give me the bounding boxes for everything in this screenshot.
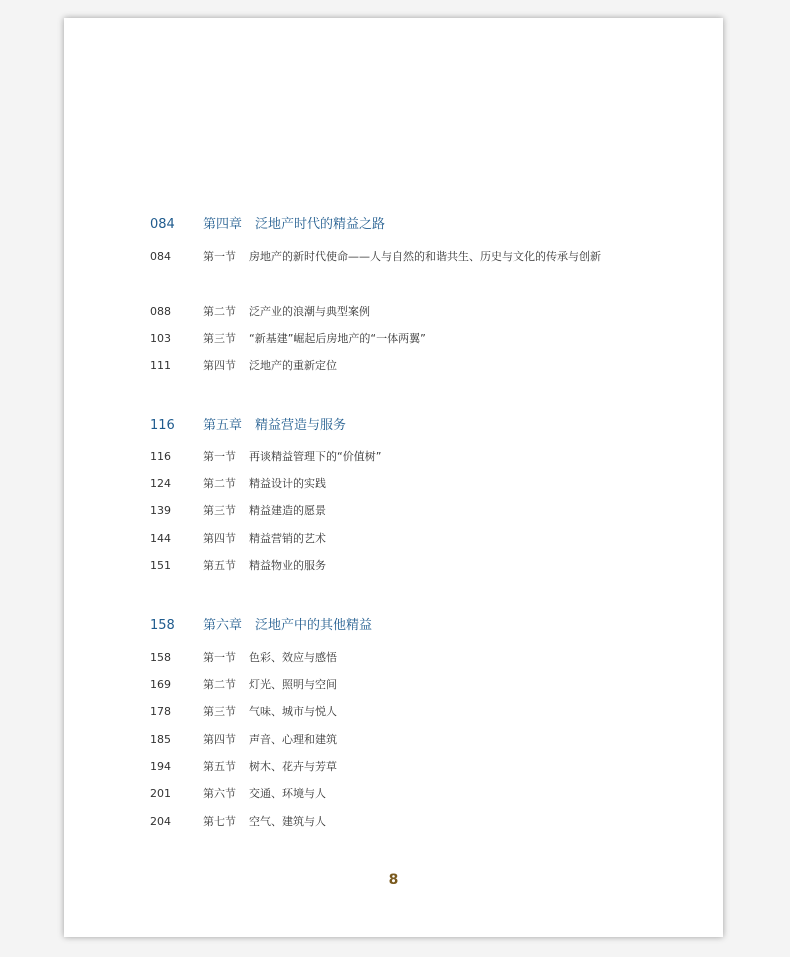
section-title: 交通、环境与人 [249,787,326,800]
section-title: 精益物业的服务 [249,559,326,572]
section-page-number: 158 [150,651,171,664]
section-title: 精益营销的艺术 [249,532,326,545]
section-number: 第三节 [203,504,236,517]
section-page-number: 194 [150,760,171,773]
section-page-number: 201 [150,787,171,800]
section-page-number: 084 [150,250,171,263]
chapter-number: 第六章 [203,618,243,633]
section-title: 再谈精益管理下的“价值树” [249,450,382,463]
book-page [64,18,723,937]
section-number: 第一节 [203,651,236,664]
section-title: 灯光、照明与空间 [249,678,337,691]
section-page-number: 116 [150,450,171,463]
section-number: 第七节 [203,815,236,828]
section-number: 第六节 [203,787,236,800]
section-page-number: 204 [150,815,171,828]
section-number: 第三节 [203,705,236,718]
chapter-number: 第五章 [203,418,243,433]
section-number: 第四节 [203,733,236,746]
section-number: 第四节 [203,359,236,372]
section-page-number: 169 [150,678,171,691]
chapter-page-number: 116 [150,418,175,433]
section-number: 第五节 [203,559,236,572]
section-page-number: 103 [150,332,171,345]
section-page-number: 088 [150,305,171,318]
section-title: 声音、心理和建筑 [249,733,337,746]
section-title: 色彩、效应与感悟 [249,651,337,664]
chapter-number: 第四章 [203,217,243,232]
section-page-number: 139 [150,504,171,517]
section-number: 第二节 [203,678,236,691]
section-title: 精益设计的实践 [249,477,326,490]
section-title: 房地产的新时代使命——人与自然的和谐共生、历史与文化的传承与创新 [249,250,601,263]
section-number: 第二节 [203,305,236,318]
section-page-number: 185 [150,733,171,746]
section-number: 第三节 [203,332,236,345]
section-page-number: 151 [150,559,171,572]
section-title: 空气、建筑与人 [249,815,326,828]
section-page-number: 111 [150,359,171,372]
chapter-title: 泛地产中的其他精益 [255,618,373,633]
section-title: 气味、城市与悦人 [249,705,337,718]
chapter-title: 泛地产时代的精益之路 [255,217,386,232]
section-number: 第二节 [203,477,236,490]
chapter-page-number: 158 [150,618,175,633]
section-number: 第一节 [203,450,236,463]
section-title: 树木、花卉与芳草 [249,760,337,773]
section-number: 第一节 [203,250,236,263]
page-number: 8 [388,872,399,888]
section-page-number: 144 [150,532,171,545]
section-page-number: 178 [150,705,171,718]
section-title: 泛产业的浪潮与典型案例 [249,305,370,318]
section-title: 泛地产的重新定位 [249,359,337,372]
section-number: 第四节 [203,532,236,545]
section-number: 第五节 [203,760,236,773]
chapter-title: 精益营造与服务 [255,418,347,433]
chapter-page-number: 084 [150,217,175,232]
section-title: “新基建”崛起后房地产的“一体两翼” [249,332,426,345]
section-title: 精益建造的愿景 [249,504,326,517]
section-page-number: 124 [150,477,171,490]
